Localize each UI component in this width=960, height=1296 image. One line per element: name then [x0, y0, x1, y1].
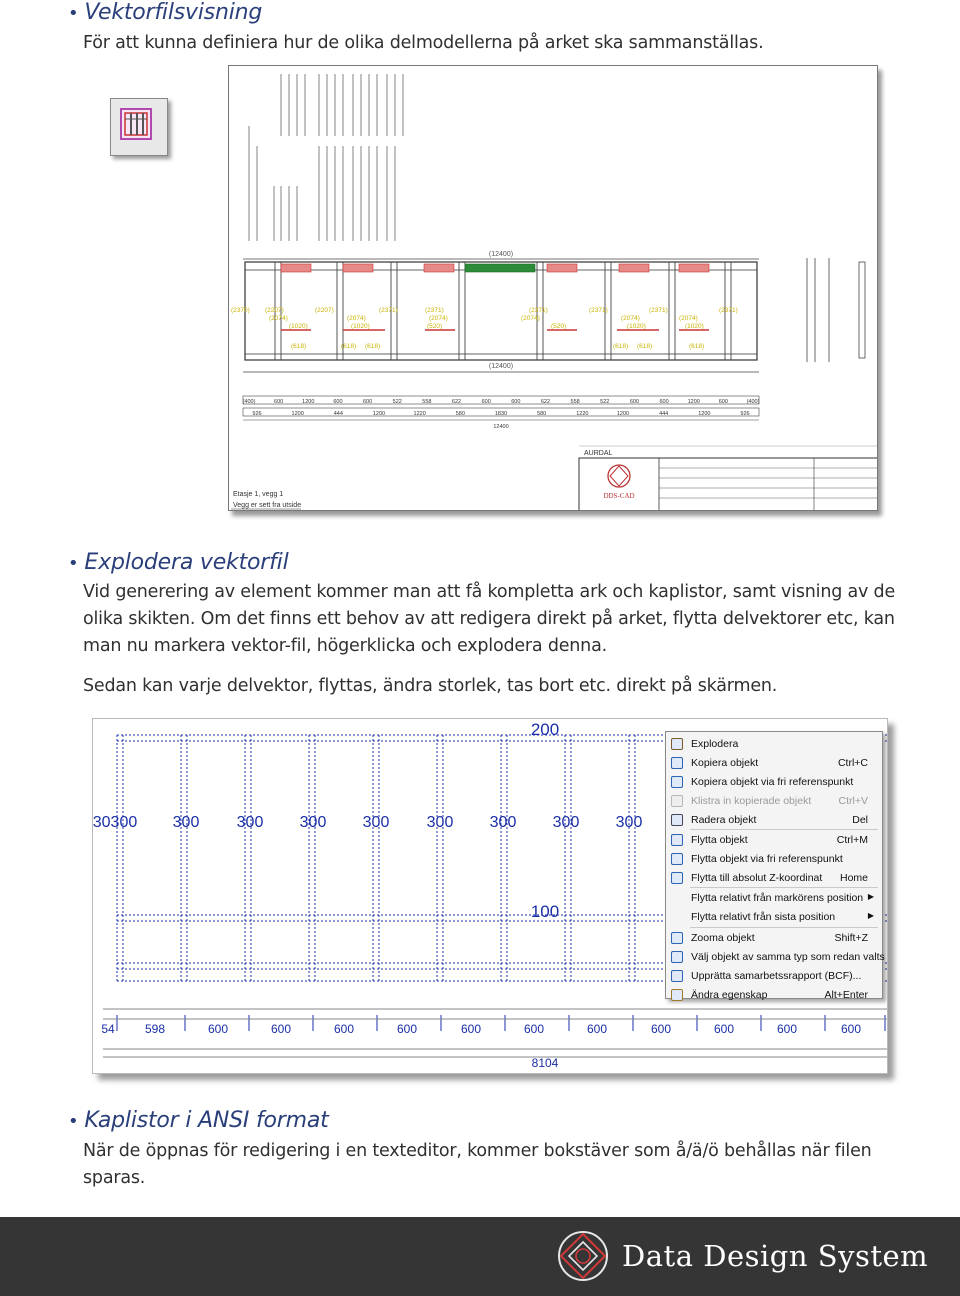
sheet-row1-label: 622 [540, 399, 551, 405]
menu-item-label: Flytta objekt via fri referenspunkt [691, 853, 843, 865]
bottom-dimension-label: 600 [207, 1022, 229, 1036]
cad-screenshot [92, 718, 888, 1074]
bottom-dimension-label: 600 [650, 1022, 672, 1036]
sheet-row1-label: 600 [333, 399, 343, 405]
sheet-row2-label: 926 [252, 411, 262, 417]
menu-item-shortcut: Shift+Z [834, 932, 868, 944]
menu-item-shortcut: Home [839, 872, 868, 884]
dimension-total-label: 8104 [531, 1056, 559, 1070]
properties-icon [671, 989, 683, 1001]
svg-text:(618): (618) [637, 343, 653, 350]
section-text-explodera-2: Sedan kan varje delvektor, flyttas, ändra storlek, tas bort etc. direkt på skärmen. [83, 676, 778, 696]
zoom-icon [671, 932, 683, 944]
svg-text:(618): (618) [613, 343, 629, 350]
report-icon [671, 970, 683, 982]
wall-drawing [229, 66, 878, 511]
bottom-dimension-label: 600 [270, 1022, 292, 1036]
dds-logo-small [608, 465, 630, 487]
svg-text:(2074): (2074) [347, 315, 366, 322]
svg-text:(2371): (2371) [649, 307, 668, 314]
sheet-row1-label: 600 [718, 399, 728, 405]
svg-text:(618): (618) [365, 343, 381, 350]
copy-ref-icon [671, 776, 683, 788]
row-dimension-label: 300 [236, 814, 264, 831]
context-menu [665, 731, 883, 999]
svg-text:(618): (618) [689, 343, 705, 350]
sheet-row1-label: (400) [746, 399, 760, 405]
row-dimension-label: 30300 [93, 814, 138, 831]
row-dimension-label: 300 [489, 814, 517, 831]
bottom-dimension-label: 600 [713, 1022, 735, 1036]
submenu-arrow-icon: ▶ [867, 911, 874, 920]
sheet-bottom-dimension: (12400) [488, 363, 514, 370]
sheet-row2-label: 1200 [616, 411, 630, 417]
bottom-dimension-label: 54 [101, 1022, 115, 1036]
row-dimension-label: 300 [615, 814, 643, 831]
dimension-mid-label: 100 [530, 902, 560, 921]
menu-item-flytta-relativt-från-markörens-position[interactable] [666, 889, 882, 907]
row-dimension-label: 300 [299, 814, 327, 831]
sheet-row2-label: 580 [455, 411, 465, 417]
section-heading-explodera-vektorfil: • Explodera vektorfil [68, 550, 289, 575]
copy-icon [671, 757, 683, 769]
svg-text:(2207): (2207) [315, 307, 334, 314]
bottom-dimension-label: 600 [396, 1022, 418, 1036]
sheet-caption-1: Etasje 1, vegg 1 [233, 491, 284, 498]
sheet-row1-label: (400) [242, 399, 256, 405]
move-ref-icon [671, 853, 683, 865]
sheet-row1-label: 522 [600, 399, 610, 405]
bullet: • [68, 1111, 79, 1132]
svg-text:(2371): (2371) [379, 307, 398, 314]
menu-item-explodera[interactable] [666, 735, 882, 753]
sheet-row2-label: 444 [333, 411, 343, 417]
svg-text:(2074): (2074) [621, 315, 640, 322]
sheet-row2-label: 580 [537, 411, 547, 417]
menu-item-kopiera-objekt-via-fri-referenspunkt[interactable] [666, 773, 882, 791]
delete-icon [671, 814, 683, 826]
menu-item-label: Flytta till absolut Z-koordinat [691, 872, 823, 884]
svg-text:(2371): (2371) [529, 307, 548, 314]
sheet-row1-label: 558 [422, 399, 432, 405]
sheet-row1-label: 558 [570, 399, 580, 405]
bottom-dimension-label: 600 [523, 1022, 545, 1036]
sheet-dim-3: (520) [427, 323, 443, 330]
sheet-row1-label: 600 [511, 399, 521, 405]
sheet-row1-label: 600 [481, 399, 491, 405]
menu-item-flytta-objekt-via-fri-referenspunkt[interactable] [666, 850, 882, 868]
menu-item-shortcut: Del [852, 814, 868, 826]
sheet-row2-label: 926 [740, 411, 750, 417]
menu-item-flytta-till-absolut-z-koordinat[interactable] [666, 869, 882, 887]
bullet: • [68, 3, 79, 24]
sheet-row1-label: 1200 [687, 399, 700, 405]
sheet-row1-label: 600 [629, 399, 640, 405]
footer-bar [0, 1217, 960, 1296]
sheet-logo-text: DDS-CAD [603, 492, 635, 500]
svg-text:(2371): (2371) [425, 307, 444, 314]
bottom-dimension-label: 600 [840, 1022, 862, 1036]
dimension-top-label: 200 [530, 720, 560, 739]
sheet-row1-label: 622 [451, 399, 462, 405]
menu-item-flytta-objekt[interactable] [666, 831, 882, 849]
submenu-arrow-icon: ▶ [867, 892, 874, 901]
menu-item-ändra-egenskap[interactable] [666, 986, 882, 1004]
menu-item-shortcut: Ctrl+C [837, 757, 868, 769]
bullet: • [68, 553, 79, 574]
menu-item-label: Explodera [691, 738, 739, 750]
bottom-dimension-label: 598 [144, 1022, 166, 1036]
drawing-sheet [228, 65, 878, 511]
sheet-row1-label: 600 [362, 399, 373, 405]
sheet-bottom-total: 12400 [493, 424, 509, 430]
menu-item-label: Radera objekt [691, 814, 757, 826]
sheet-dim-2: (1020) [351, 323, 370, 330]
move-icon [671, 834, 683, 846]
sheet-row2-label: 1830 [494, 411, 508, 417]
row-dimension-label: 300 [426, 814, 454, 831]
menu-separator [690, 887, 878, 888]
svg-text:(2371): (2371) [719, 307, 738, 314]
menu-item-shortcut: Ctrl+M [836, 834, 868, 846]
section-text-vektorfilsvisning: För att kunna definiera hur de olika delmodellerna på arket ska sammanställas. [83, 33, 764, 53]
menu-separator [690, 829, 878, 830]
paste-icon [671, 795, 683, 807]
menu-item-klistra-in-kopierade-objekt[interactable] [666, 792, 882, 810]
bottom-dimension-label: 600 [586, 1022, 608, 1036]
menu-item-upprätta-samarbetssrapport-bcf[interactable] [666, 967, 882, 985]
sheet-row2-label: 1200 [291, 411, 304, 417]
svg-text:(2074): (2074) [269, 315, 288, 322]
row-dimension-label: 300 [362, 814, 390, 831]
sheet-row1-label: 1200 [302, 399, 315, 405]
menu-item-label: Kopiera objekt via fri referenspunkt [691, 776, 854, 788]
svg-text:(618): (618) [291, 343, 307, 350]
svg-text:(2074): (2074) [521, 315, 540, 322]
explode-icon [671, 738, 683, 750]
bottom-dimension-label: 600 [776, 1022, 798, 1036]
footer-brand-name: Data Design System [622, 1239, 929, 1273]
sheet-dim-5: (1020) [627, 323, 646, 330]
svg-text:(618): (618) [341, 343, 357, 350]
menu-item-label: Zooma objekt [691, 932, 755, 944]
section-text-explodera-1: Vid generering av element kommer man att få kompletta ark och kaplistor, samt visning av de olika skikten. Om det finns ett behov av att redigera direkt på arket, flytta delvektorer etc, kan man nu markera vektor-fil, högerklicka och explodera denna. [83, 582, 896, 656]
sheet-top-dimension: (12400) [488, 251, 514, 258]
sheet-row2-label: 1220 [413, 411, 426, 417]
svg-text:(2371): (2371) [589, 307, 608, 314]
menu-item-radera-objekt[interactable] [666, 811, 882, 829]
sheet-row2-label: 1220 [576, 411, 589, 417]
svg-text:(2074): (2074) [429, 315, 448, 322]
sheet-row2-label: 1200 [698, 411, 711, 417]
menu-item-label: Ändra egenskap [691, 989, 768, 1001]
sheet-row2-label: 444 [659, 411, 669, 417]
sheet-dim-4: (520) [551, 323, 567, 330]
svg-text:(2074): (2074) [679, 315, 698, 322]
bottom-dimension-label: 600 [333, 1022, 355, 1036]
section-text-kaplistor: När de öppnas för redigering i en texteditor, kommer bokstäver som å/ä/ö behållas när filen sparas. [83, 1141, 872, 1188]
row-dimension-label: 300 [552, 814, 580, 831]
sheet-row1-label: 600 [274, 399, 284, 405]
menu-item-label: Kopiera objekt [691, 757, 759, 769]
sheet-dim-6: (1020) [685, 323, 704, 330]
menu-item-label: Flytta objekt [691, 834, 748, 846]
bottom-dimension-label: 600 [460, 1022, 482, 1036]
section-heading-kaplistor: • Kaplistor i ANSI format [68, 1108, 329, 1133]
svg-text:(2207): (2207) [265, 307, 284, 314]
sheet-row2-label: 1200 [372, 411, 386, 417]
menu-separator [690, 927, 878, 928]
menu-item-label: Klistra in kopierade objekt [691, 795, 812, 807]
menu-item-shortcut: Alt+Enter [824, 989, 868, 1001]
sheet-company: AURDAL [584, 450, 613, 457]
vector-file-view-icon [110, 98, 168, 156]
menu-item-label: Upprätta samarbetssrapport (BCF)... [691, 970, 862, 982]
row-dimension-label: 300 [172, 814, 200, 831]
sheet-row1-label: 522 [392, 399, 402, 405]
menu-item-label: Flytta relativt från markörens position [691, 892, 864, 904]
menu-item-label: Välj objekt av samma typ som redan valts [691, 951, 885, 963]
select-same-icon [671, 951, 683, 963]
sheet-dim-1: (1020) [289, 323, 308, 330]
menu-item-välj-objekt-av-samma-typ-som-redan-valts[interactable] [666, 948, 885, 966]
section-heading-vektorfilsvisning: • Vektorfilsvisning [68, 0, 263, 25]
svg-text:(2370): (2370) [231, 307, 250, 314]
sheet-row1-label: 600 [659, 399, 669, 405]
menu-item-zooma-objekt[interactable] [666, 929, 882, 947]
z-icon [671, 872, 683, 884]
menu-item-flytta-relativt-från-sista-position[interactable] [666, 908, 882, 926]
menu-item-kopiera-objekt[interactable] [666, 754, 882, 772]
dds-logo-icon [556, 1229, 610, 1283]
menu-item-label: Flytta relativt från sista position [691, 911, 836, 923]
menu-item-shortcut: Ctrl+V [838, 795, 868, 807]
sheet-caption-2: Vegg er sett fra utside [233, 502, 302, 509]
